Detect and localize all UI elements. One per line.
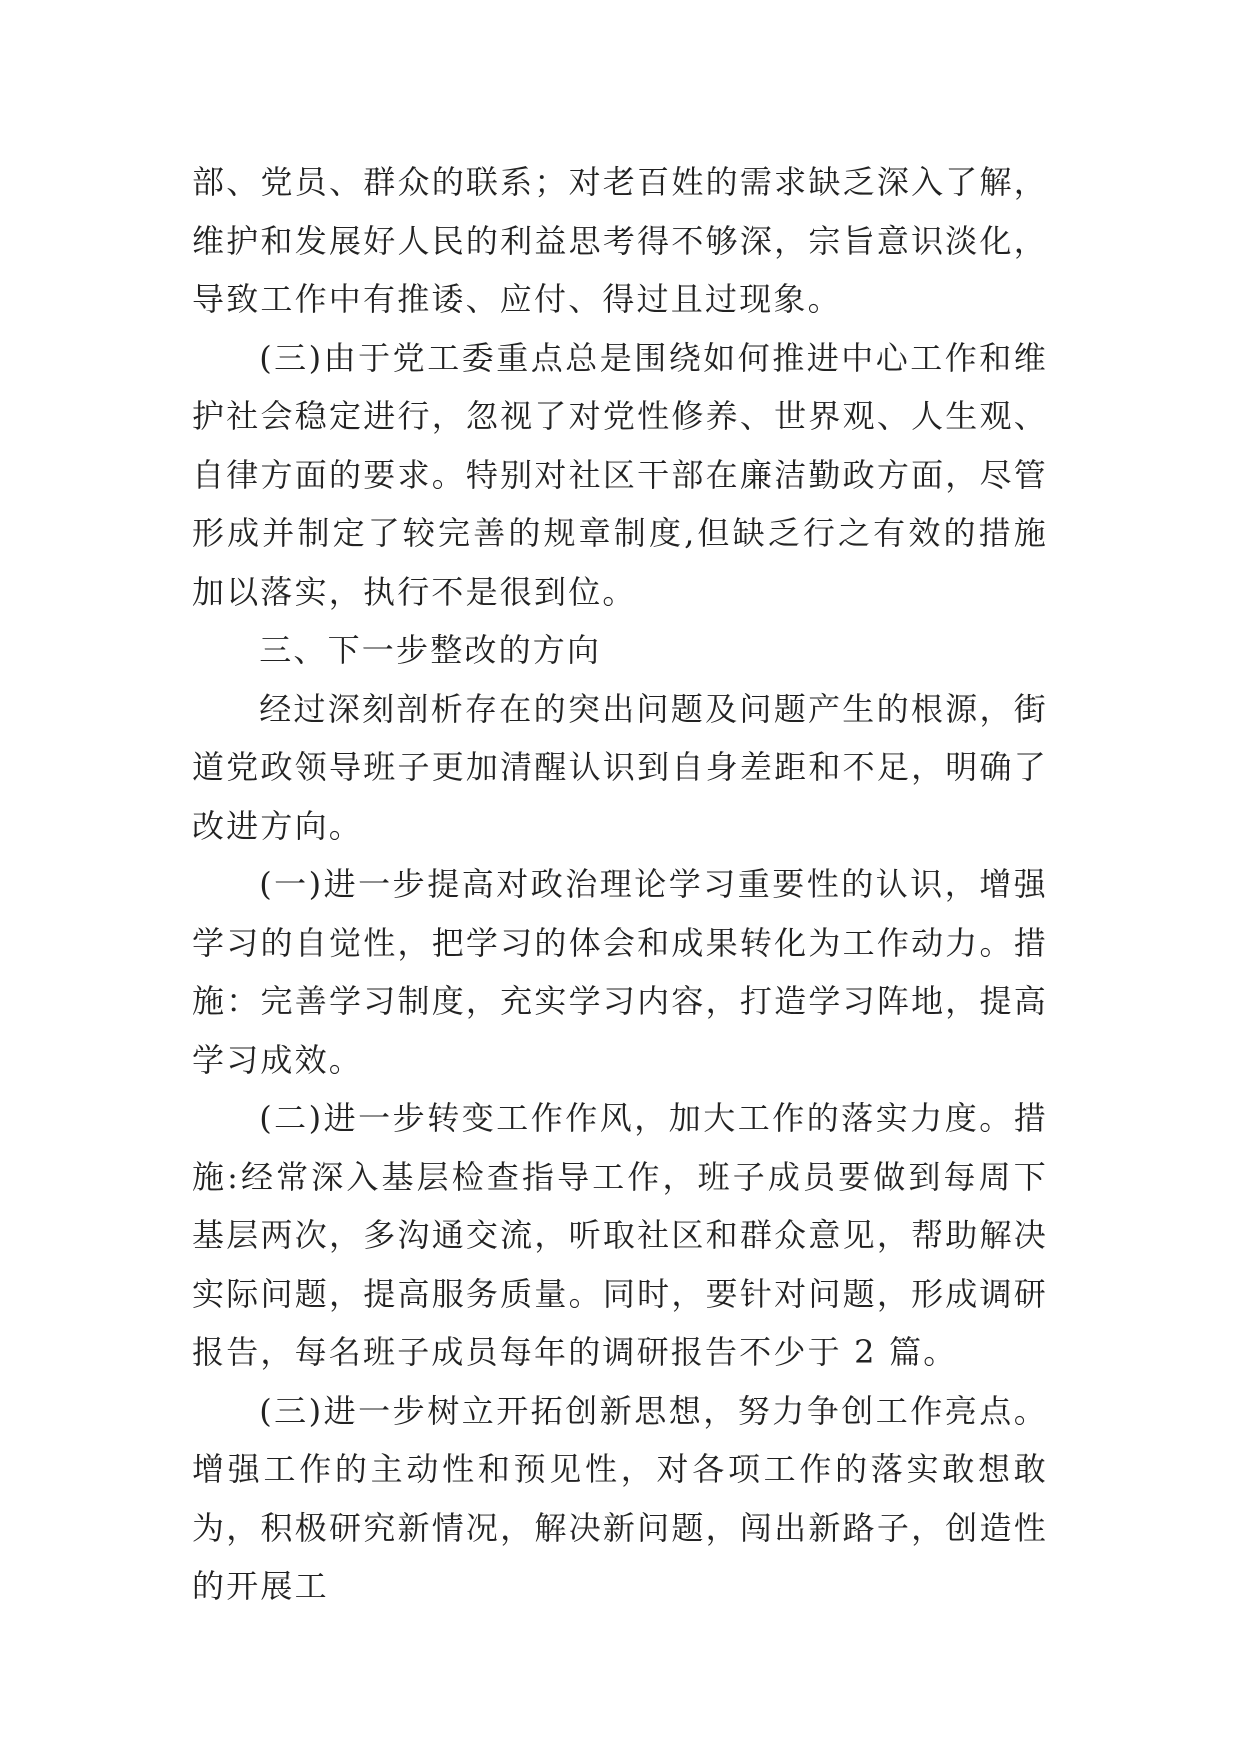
paragraph-6: (三)进一步树立开拓创新思想，努力争创工作亮点。增强工作的主动性和预见性，对各项工作的落实敢想敢为，积极研究新情况，解决新问题，闯出新路子，创造性的开展工 [192,1391,1048,1605]
paragraph-1: 部、党员、群众的联系；对老百姓的需求缺乏深入了解，维护和发展好人民的利益思考得不够深，宗旨意识淡化，导致工作中有推诿、应付、得过且过现象。 [192,163,1048,318]
section-heading: 三、下一步整改的方向 [259,631,602,669]
paragraph-5: (二)进一步转变工作作风，加大工作的落实力度。措施:经常深入基层检查指导工作，班子成员要做到每周下基层两次，多沟通交流，听取社区和群众意见，帮助解决实际问题，提高服务质量。同时，要针对问题，形成调研报告，每名班子成员每年的调研报告不少于 2 篇。 [192,1099,1048,1371]
paragraph-4: (一)进一步提高对政治理论学习重要性的认识，增强学习的自觉性，把学习的体会和成果转化为工作动力。措施：完善学习制度，充实学习内容，打造学习阵地，提高学习成效。 [192,865,1048,1079]
paragraph-2: (三)由于党工委重点总是围绕如何推进中心工作和维护社会稳定进行，忽视了对党性修养、世界观、人生观、自律方面的要求。特别对社区干部在廉洁勤政方面，尽管形成并制定了较完善的规章制度,但缺乏行之有效的措施加以落实，执行不是很到位。 [192,338,1048,611]
document-body [192,153,1048,1616]
paragraph-3: 经过深刻剖析存在的突出问题及问题产生的根源，街道党政领导班子更加清醒认识到自身差距和不足，明确了改进方向。 [192,689,1048,845]
